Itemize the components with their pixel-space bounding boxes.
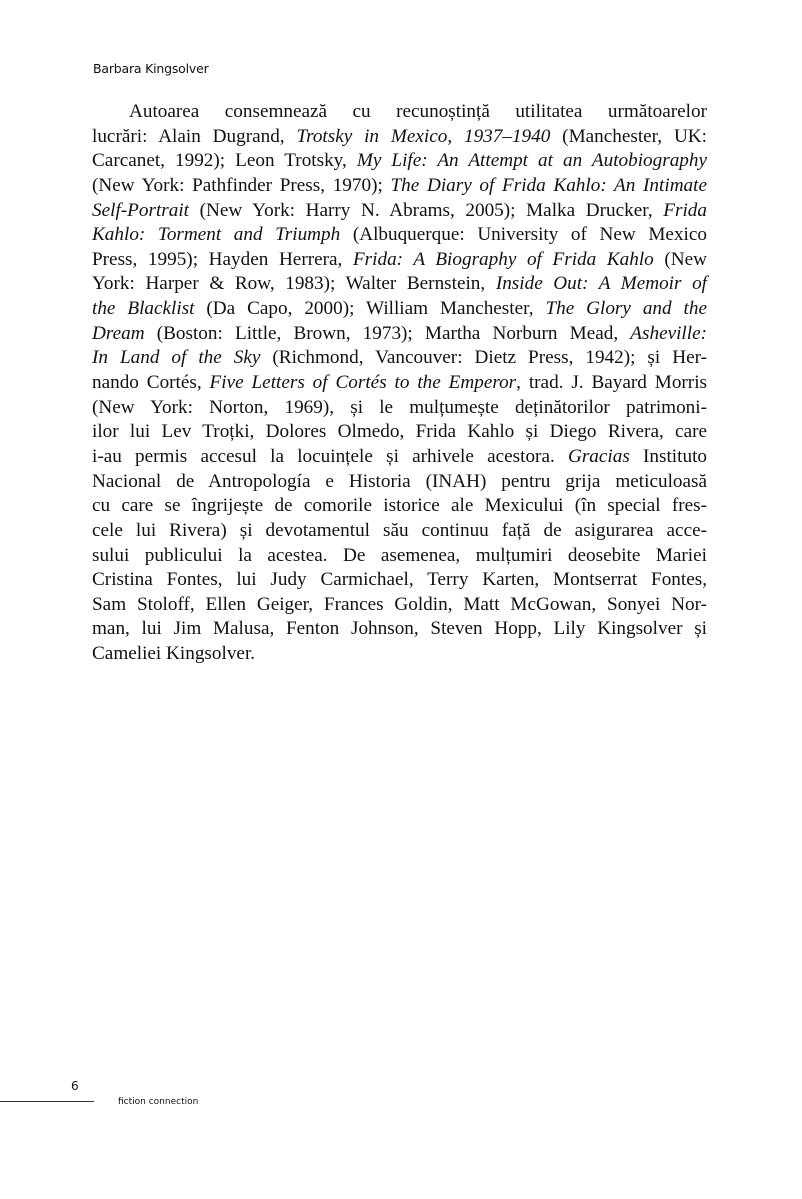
text-run: Autoarea consemnează cu recunoștință utilitatea următoarelor (129, 101, 707, 122)
footer-rule (0, 1101, 94, 1102)
text-run: (Richmond, Vancouver: Dietz Press, 1942); și Her- (260, 347, 707, 369)
text-run: lucrări: Alain Dugrand, (92, 125, 297, 147)
text-run: i-au permis accesul la locuințele și arhivele acestora. (92, 445, 568, 467)
text-line (92, 568, 707, 593)
text-line (92, 100, 707, 125)
text-run: (New York: Norton, 1969), și le mulțumește deținătorilor patrimoni- (92, 396, 707, 418)
text-run: (New York: Harry N. Abrams, 2005); Malka Drucker, (189, 199, 664, 221)
italic-title: Gracias (567, 445, 630, 467)
text-run: (Manchester, UK: (550, 125, 707, 147)
text-run: nando Cortés, (92, 372, 210, 394)
italic-title: The Glory and the (545, 298, 707, 320)
page-number: 6 (71, 1079, 79, 1093)
footer-label: fiction connection (118, 1097, 199, 1107)
text-line (92, 642, 707, 667)
text-line (92, 297, 707, 322)
text-run: cu care se îngrijește de comorile istorice ale Mexicului (în special fres- (92, 495, 707, 517)
text-run: Carcanet, 1992); Leon Trotsky, (92, 150, 357, 172)
text-line (92, 248, 707, 273)
text-run: Cameliei Kingsolver. (92, 643, 256, 665)
italic-title: the Blacklist (92, 298, 195, 320)
italic-title: Kahlo: Torment and Triumph (92, 224, 341, 246)
italic-title: Trotsky in Mexico, 1937–1940 (296, 125, 551, 147)
text-run: (Albuquerque: University of New Mexico (340, 224, 707, 246)
text-line (92, 174, 707, 199)
text-line (92, 322, 707, 347)
text-run: (Boston: Little, Brown, 1973); Martha Norburn Mead, (144, 322, 631, 344)
text-line (92, 470, 707, 495)
text-line (92, 272, 707, 297)
text-line (92, 544, 707, 569)
text-run: cele lui Rivera) și devotamentul său continuu față de asigurarea acce- (92, 519, 707, 541)
italic-title: Inside Out: A Memoir of (495, 273, 707, 295)
text-line (92, 199, 707, 224)
text-line (92, 420, 707, 445)
italic-title: Dream (92, 322, 145, 344)
text-line (92, 371, 707, 396)
text-run: (Da Capo, 2000); William Manchester, (194, 298, 546, 320)
text-line (92, 223, 707, 248)
running-head: Barbara Kingsolver (93, 61, 209, 76)
text-line (92, 346, 707, 371)
italic-title: Frida: A Biography of Frida Kahlo (352, 248, 654, 270)
italic-title: The Diary of Frida Kahlo: An Intimate (390, 174, 707, 196)
text-run: Sam Stoloff, Ellen Geiger, Frances Goldin, Matt McGowan, Sonyei Nor- (92, 593, 707, 615)
text-run: Press, 1995); Hayden Herrera, (92, 248, 353, 270)
text-line (92, 149, 707, 174)
italic-title: Five Letters of Cortés to the Emperor (209, 372, 517, 394)
italic-title: Self-Portrait (92, 199, 189, 221)
text-line (92, 593, 707, 618)
text-run: Nacional de Antropología e Historia (INAH) pentru grija meticuloasă (92, 470, 707, 492)
text-run: Cristina Fontes, lui Judy Carmichael, Terry Karten, Montserrat Fontes, (92, 569, 707, 591)
italic-title: My Life: An Attempt at an Autobiography (356, 150, 707, 172)
text-run: Instituto (629, 445, 707, 467)
text-line (92, 396, 707, 421)
text-line (92, 445, 707, 470)
text-line (92, 519, 707, 544)
italic-title: In Land of the Sky (92, 347, 261, 369)
text-run: , trad. J. Bayard Morris (516, 372, 707, 394)
text-line (92, 494, 707, 519)
text-line (92, 125, 707, 150)
text-run: (New York: Pathfinder Press, 1970); (92, 174, 391, 196)
italic-title: Asheville: (630, 322, 707, 344)
text-run: sului publicului la acestea. De asemenea, mulțumiri deosebite Mariei (92, 544, 707, 566)
text-run: man, lui Jim Malusa, Fenton Johnson, Steven Hopp, Lily Kingsolver și (92, 618, 707, 640)
text-line (92, 617, 707, 642)
italic-title: Frida (663, 199, 707, 221)
acknowledgements-paragraph (92, 100, 707, 667)
text-run: York: Harper & Row, 1983); Walter Bernstein, (92, 273, 496, 295)
text-run: ilor lui Lev Troțki, Dolores Olmedo, Frida Kahlo și Diego Rivera, care (92, 421, 707, 443)
text-run: (New (653, 248, 707, 270)
